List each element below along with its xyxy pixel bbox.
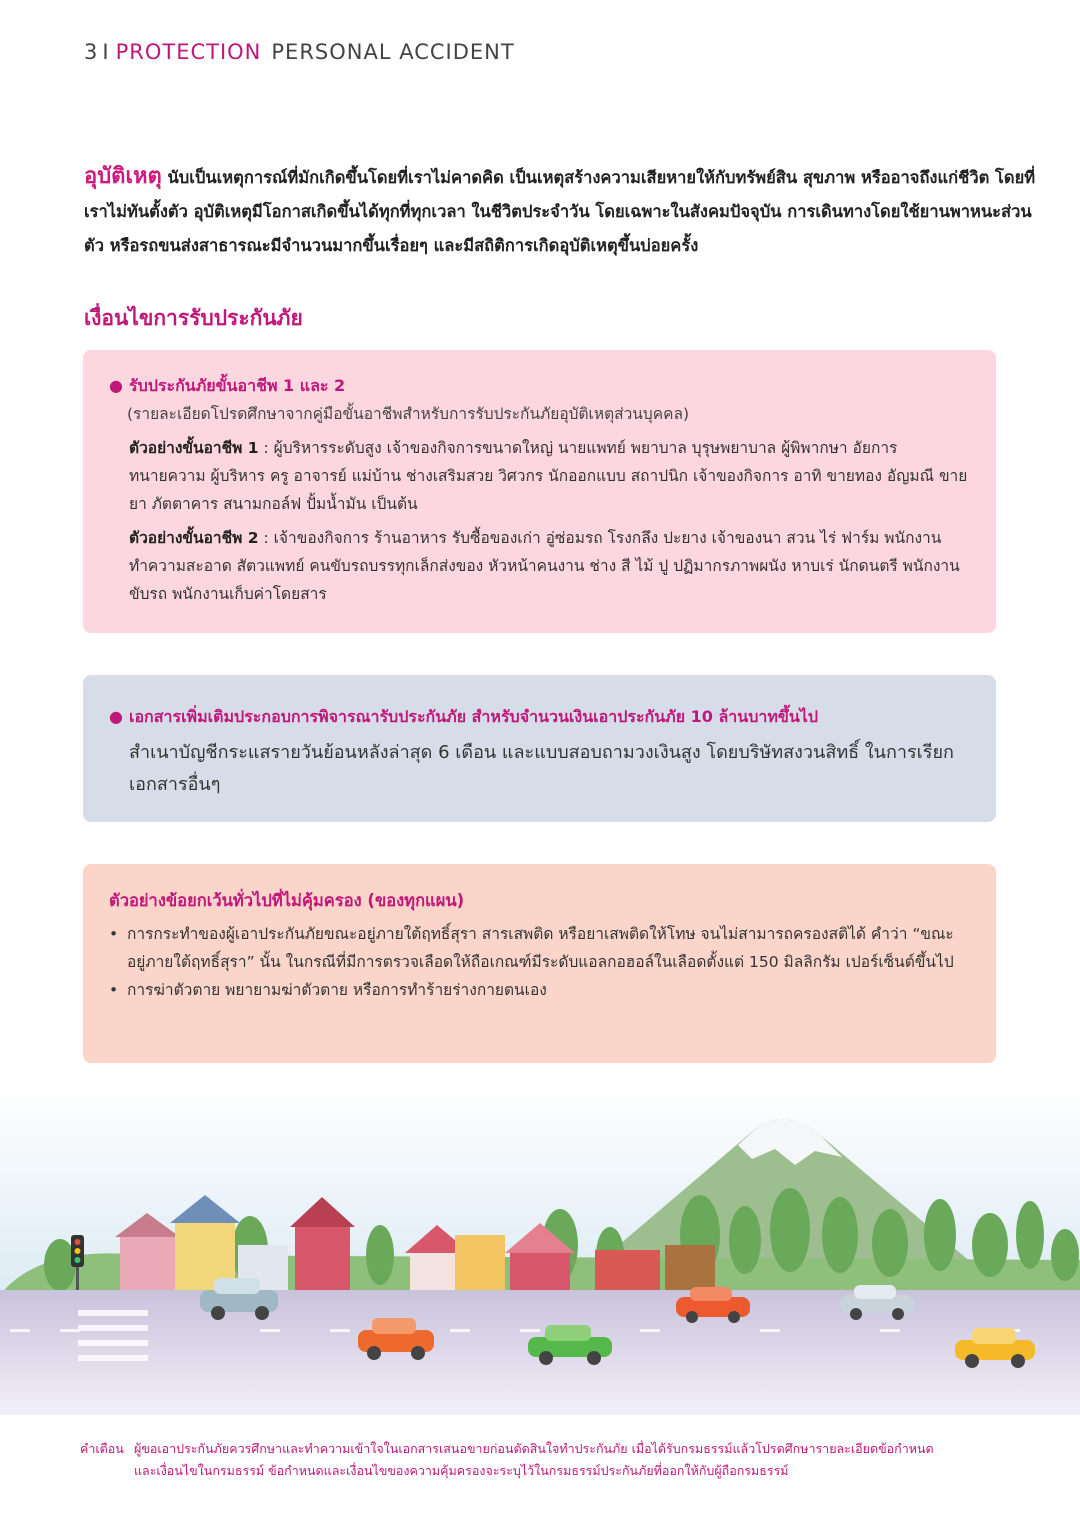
header-subsection: PERSONAL ACCIDENT	[271, 40, 515, 64]
bullet-icon: ●	[109, 707, 123, 726]
intro-paragraph	[84, 160, 1044, 263]
intro-text: นับเป็นเหตุการณ์ที่มักเกิดขึ้นโดยที่เราไม่คาดคิด เป็นเหตุสร้างความเสียหายให้กับทรัพย์สิน สุขภาพ หรืออาจถึงแก่ชีวิต โดยที่เราไม่ทันตั้งตัว อุบัติเหตุมีโอกาสเกิดขึ้นได้ทุกที่ทุกเวลา ในชีวิตประจำวัน โดยเฉพาะในสังคมปัจจุบัน การเดินทางโดยใช้ยานพาหนะส่วนตัว หรือรถขนส่งสาธารณะมีจำนวนมากขึ้นเรื่อยๆ และมีสถิติการเกิดอุบัติเหตุขึ้นบ่อยครั้ง	[84, 168, 1036, 255]
exclusions-box	[83, 864, 996, 1063]
documents-heading	[109, 703, 968, 731]
exclusion-item	[109, 920, 968, 976]
documents-text: สำเนาบัญชีกระแสรายวันย้อนหลังล่าสุด 6 เดือน และแบบสอบถามวงเงินสูง โดยบริษัทสงวนสิทธิ์ ในการเรียกเอกสารอื่นๆ	[129, 742, 954, 795]
additional-documents-box	[83, 675, 996, 822]
header-section: PROTECTION	[115, 40, 262, 64]
warning-line-1: ผู้ขอเอาประกันภัยควรศึกษาและทำความเข้าใจในเอกสารเสนอขายก่อนตัดสินใจทำประกันภัย เมื่อได้รับกรมธรรม์แล้วโปรดศึกษารายละเอียดข้อกำหนด	[134, 1441, 934, 1456]
conditions-title: เงื่อนไขการรับประกันภัย	[84, 306, 303, 330]
exclusion-text: การฆ่าตัวตาย พยายามฆ่าตัวตาย หรือการทำร้ายร่างกายตนเอง	[127, 981, 547, 999]
warning-label: คำเตือน	[80, 1441, 124, 1456]
class2-text: : เจ้าของกิจการ ร้านอาหาร รับซื้อของเก่า อู่ซ่อมรถ โรงกลึง ปะยาง เจ้าของนา สวน ไร่ ฟาร์ม พนักงานทำความสะอาด สัตวแพทย์ คนขับรถบรรทุกเล็กส่งของ หัวหน้าคนงาน ช่าง สี ไม้ ปู ปฏิมากรภาพผนัง หาบเร่ นักดนตรี พนักงานขับรถ พนักงานเก็บค่าโดยสาร	[129, 529, 960, 603]
documents-heading-text: เอกสารเพิ่มเติมประกอบการพิจารณารับประกันภัย สำหรับจำนวนเงินเอาประกันภัย 10 ล้านบาทขึ้นไป	[128, 707, 818, 726]
header-separator: I	[102, 40, 110, 64]
occupation-note: (รายละเอียดโปรดศึกษาจากคู่มือขั้นอาชีพสำหรับการรับประกันภัยอุบัติเหตุส่วนบุคคล)	[127, 405, 690, 423]
bullet-icon: •	[109, 925, 119, 943]
page-number: 3	[84, 40, 99, 64]
exclusions-heading: ตัวอย่างข้อยกเว้นทั่วไปที่ไม่คุ้มครอง (ของทุกแผน)	[109, 891, 465, 910]
occupation-class-1	[109, 434, 968, 518]
city-road-illustration	[0, 1085, 1080, 1415]
bullet-icon: ●	[109, 376, 123, 395]
class1-label: ตัวอย่างขั้นอาชีพ 1	[129, 439, 259, 457]
class1-text: : ผู้บริหารระดับสูง เจ้าของกิจการขนาดใหญ่ นายแพทย์ พยาบาล บุรุษพยาบาล ผู้พิพากษา อัยการ ทนายความ ผู้บริหาร ครู อาจารย์ แม่บ้าน ช่างเสริมสวย วิศวกร นักออกแบบ สถาปนิก เจ้าของกิจการ อาทิ ขายทอง อัญมณี ขายยา ภัตตาคาร สนามกอล์ฟ ปั้มน้ำมัน เป็นต้น	[129, 439, 968, 513]
occupation-heading	[109, 372, 968, 400]
intro-lead: อุบัติเหตุ	[84, 164, 162, 189]
bullet-icon: •	[109, 981, 119, 999]
occupation-class-2	[109, 524, 968, 608]
occupation-class-box	[83, 350, 996, 633]
warning-footer	[80, 1438, 1040, 1482]
warning-line-2: และเงื่อนไขในกรมธรรม์ ข้อกำหนดและเงื่อนไขของความคุ้มครองจะระบุไว้ในกรมธรรม์ประกันภัยที่ออกให้กับผู้ถือกรมธรรม์	[134, 1463, 789, 1478]
exclusion-item	[109, 976, 968, 1004]
exclusion-text: การกระทำของผู้เอาประกันภัยขณะอยู่ภายใต้ฤทธิ์สุรา สารเสพติด หรือยาเสพติดให้โทษ จนไม่สามารถครองสติได้ คำว่า “ขณะอยู่ภายใต้ฤทธิ์สุรา” นั้น ในกรณีที่มีการตรวจเลือดให้ถือเกณฑ์มีระดับแอลกอฮอล์ในเลือดตั้งแต่ 150 มิลลิกรัม เปอร์เซ็นต์ขึ้นไป	[127, 925, 954, 971]
class2-label: ตัวอย่างขั้นอาชีพ 2	[129, 529, 259, 547]
occupation-heading-text: รับประกันภัยขั้นอาชีพ 1 และ 2	[128, 376, 346, 395]
page-header	[84, 40, 515, 64]
